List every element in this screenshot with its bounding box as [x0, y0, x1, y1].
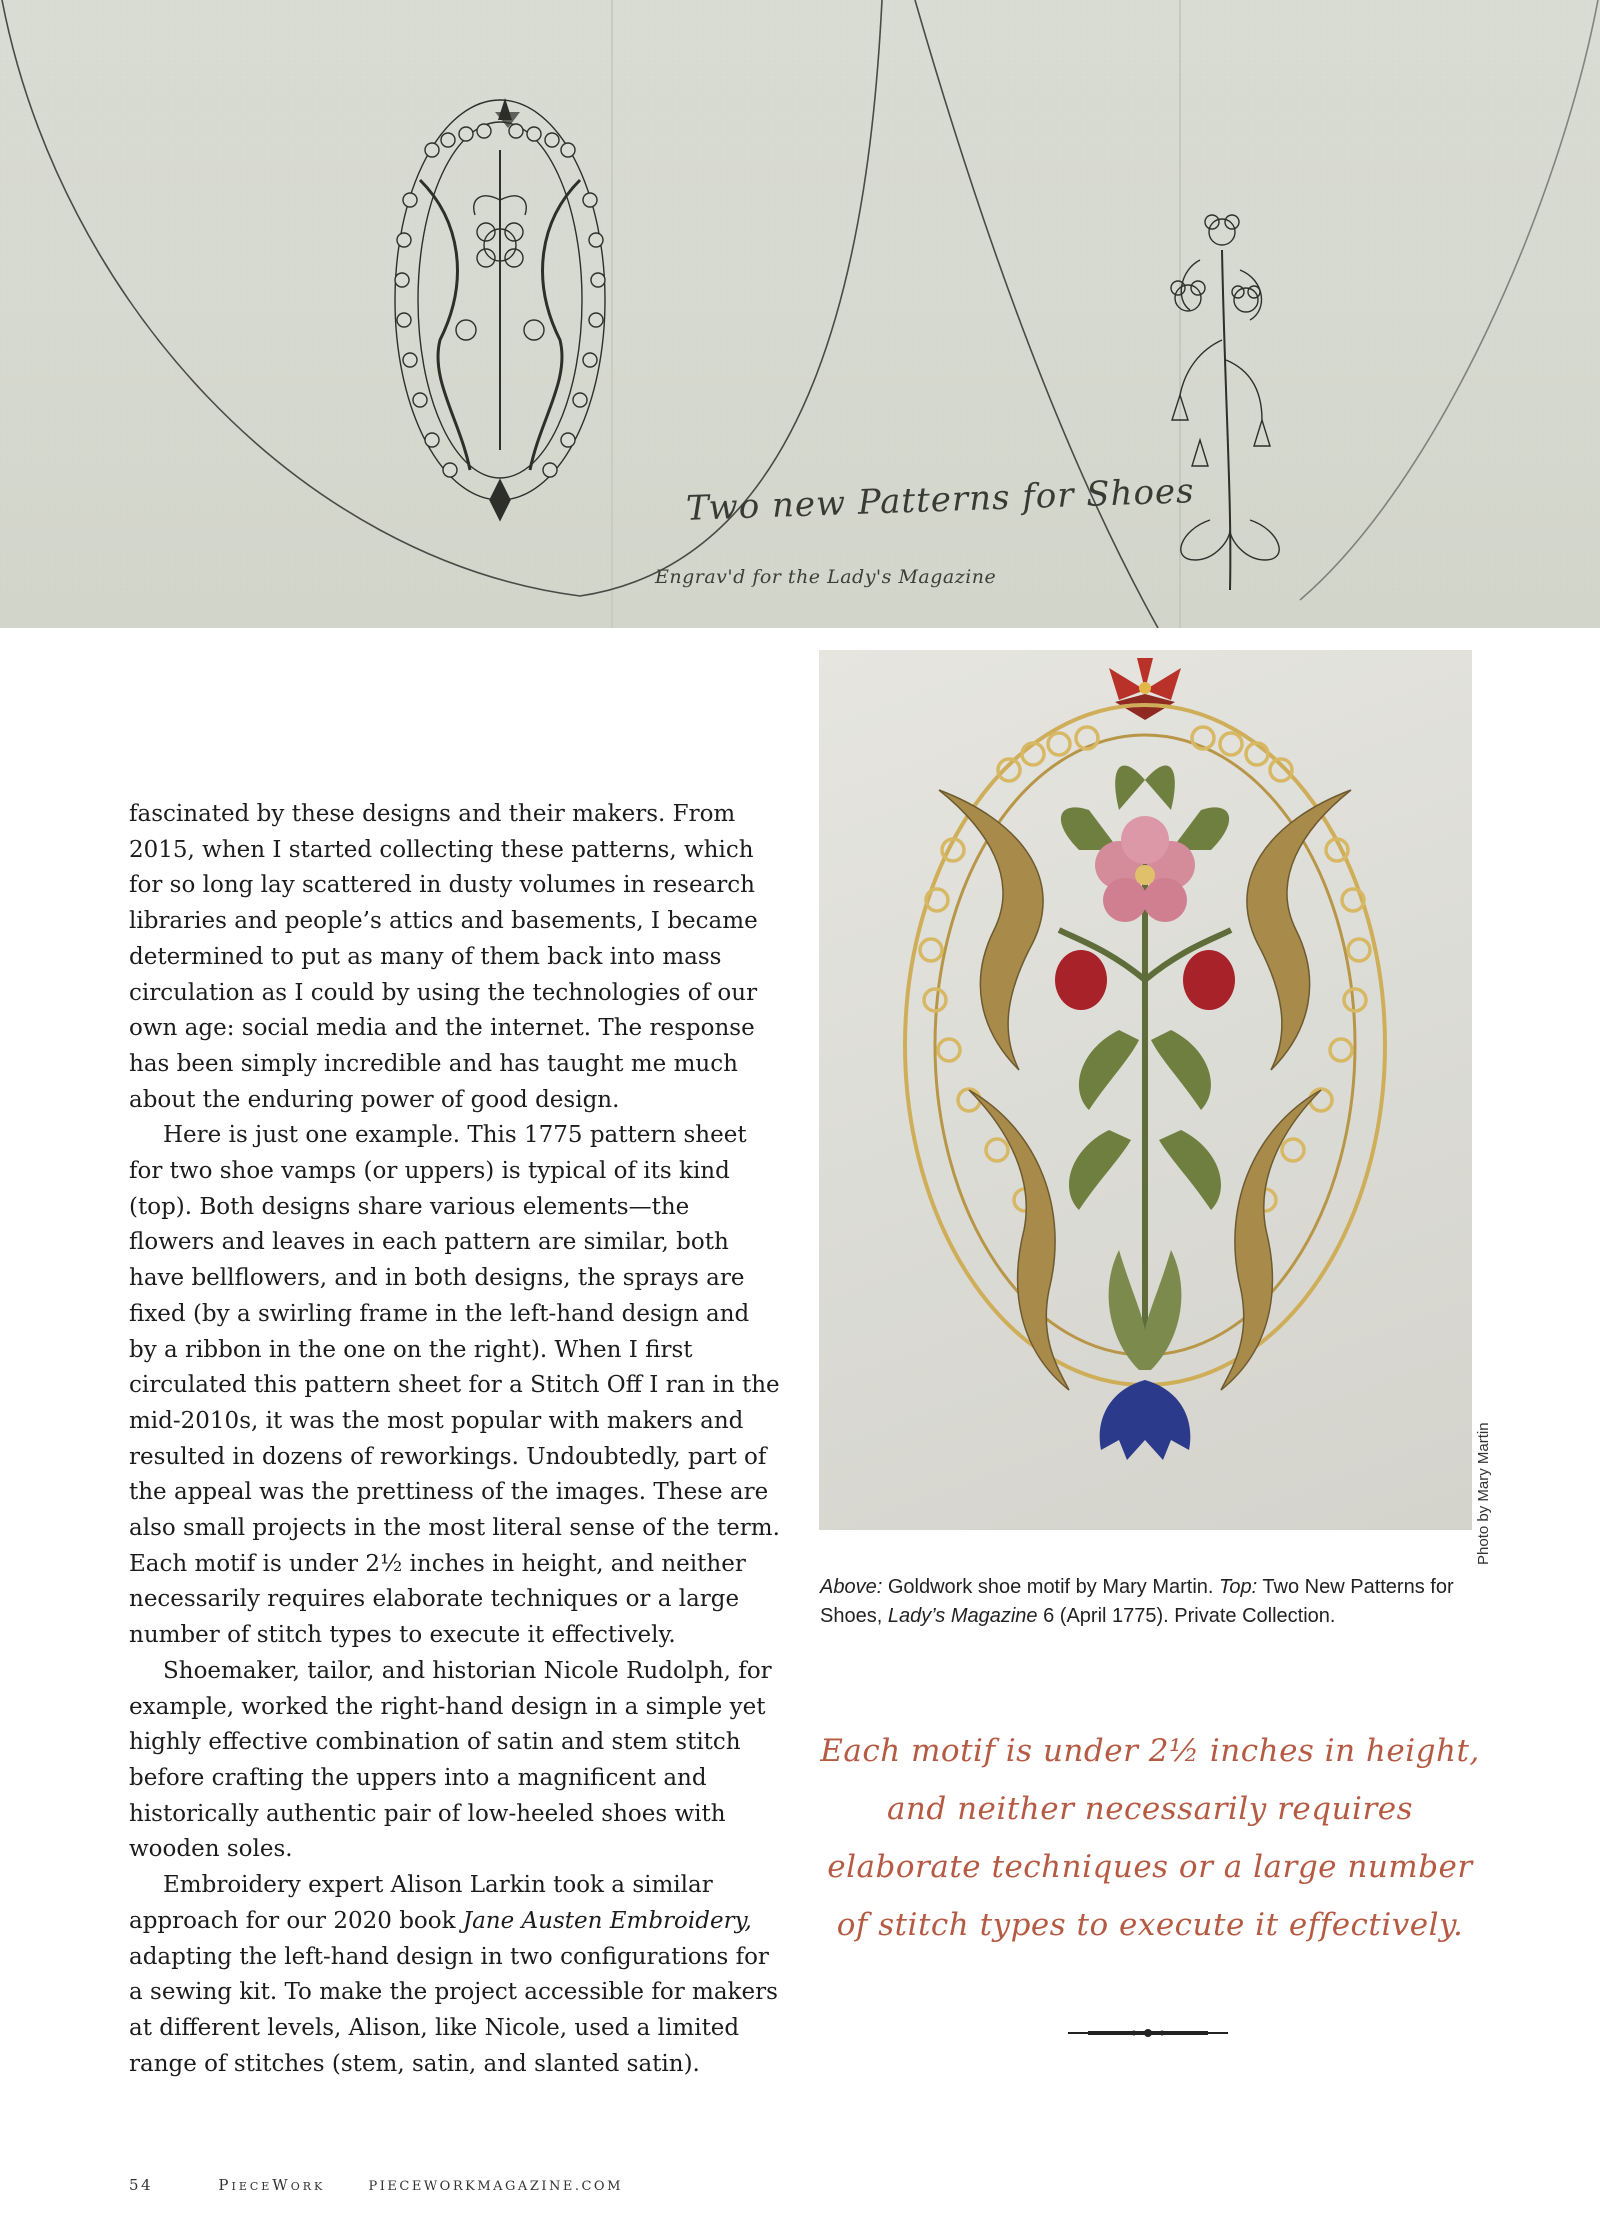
- paragraph-4-start: Embroidery expert Alison Larkin took a similar approach for our 2020 book: [129, 1872, 713, 1934]
- caption-magazine: Lady’s Magazine: [887, 1605, 1038, 1627]
- article-body: [129, 797, 781, 2082]
- caption-top-label: Top:: [1219, 1576, 1258, 1598]
- magazine-name: PieceWork: [218, 2176, 326, 2194]
- paragraph-2: Here is just one example. This 1775 pattern sheet for two shoe vamps (or uppers) is typical of its kind (top). Both designs share various elements—the flowers and leaves in each pattern are similar, both have bellflowers, and in both designs, the sprays are fixed (by a swirling frame in the left-hand design and by a ribbon in the one on the right). When I first circulated this pattern sheet for a Stitch Off I ran in the mid-2010s, it was the most popular with makers and resulted in dozens of reworkings. Undoubtedly, part of the appeal was the prettiness of the images. These are also small projects in the most literal sense of the term. Each motif is under 2½ inches in height, and neither necessarily requires elaborate techniques or a large number of stitch types to execute it effectively.: [129, 1122, 780, 1649]
- divider-ornament-icon: [1068, 2026, 1228, 2040]
- photo-caption: [820, 1573, 1480, 1631]
- photo-credit: Photo by Mary Martin: [1475, 1422, 1492, 1565]
- plate-title: Two new Patterns for Shoes: [685, 471, 1196, 529]
- caption-top-text: Two New Patterns for Shoes,: [820, 1576, 1454, 1627]
- page-number: 54: [129, 2176, 154, 2194]
- plate-subtitle: Engrav'd for the Lady's Magazine: [655, 566, 997, 588]
- goldwork-motif-drawing: [819, 650, 1472, 1530]
- pull-quote: Each motif is under 2½ inches in height, and neither necessarily requires elaborate techniques or a large number of stitch types to execute it effectively.: [820, 1733, 1480, 1943]
- book-title: Jane Austen Embroidery,: [462, 1907, 752, 1934]
- paragraph-4-end: adapting the left-hand design in two configurations for a sewing kit. To make the project accessible for makers at different levels, Alison, like Nicole, used a limited range of stitches (stem, satin, and slanted satin).: [129, 1943, 778, 2077]
- pink-flower: [1095, 816, 1195, 922]
- caption-above-text: Goldwork shoe motif by Mary Martin.: [882, 1576, 1220, 1598]
- caption-above-label: Above:: [820, 1576, 883, 1598]
- paragraph-4: [129, 1868, 781, 2082]
- caption-tail: 6 (April 1775). Private Collection.: [1037, 1605, 1336, 1627]
- blue-bellflower: [1100, 1380, 1191, 1460]
- website-url: PIECEWORKMAGAZINE.COM: [368, 2179, 623, 2194]
- paragraph-1: fascinated by these designs and their makers. From 2015, when I started collecting these patterns, which for so long lay scattered in dusty volumes in research libraries and people’s attics and basements, I became determined to put as many of them back into mass circulation as I could by using the technologies of our own age: social media and the internet. The response has been simply incredible and has taught me much about the enduring power of good design.: [129, 801, 758, 1113]
- red-flower-top: [1109, 658, 1181, 720]
- engraving-drawing: [0, 0, 1600, 628]
- paragraph-3: Shoemaker, tailor, and historian Nicole Rudolph, for example, worked the right-hand design in a simple yet highly effective combination of satin and stem stitch before crafting the uppers into a magnificent and historically authentic pair of low-heeled shoes with wooden soles.: [129, 1657, 772, 1863]
- pattern-plate-image: [0, 0, 1600, 628]
- embroidery-photo: [819, 650, 1472, 1530]
- page-footer: [129, 2176, 623, 2194]
